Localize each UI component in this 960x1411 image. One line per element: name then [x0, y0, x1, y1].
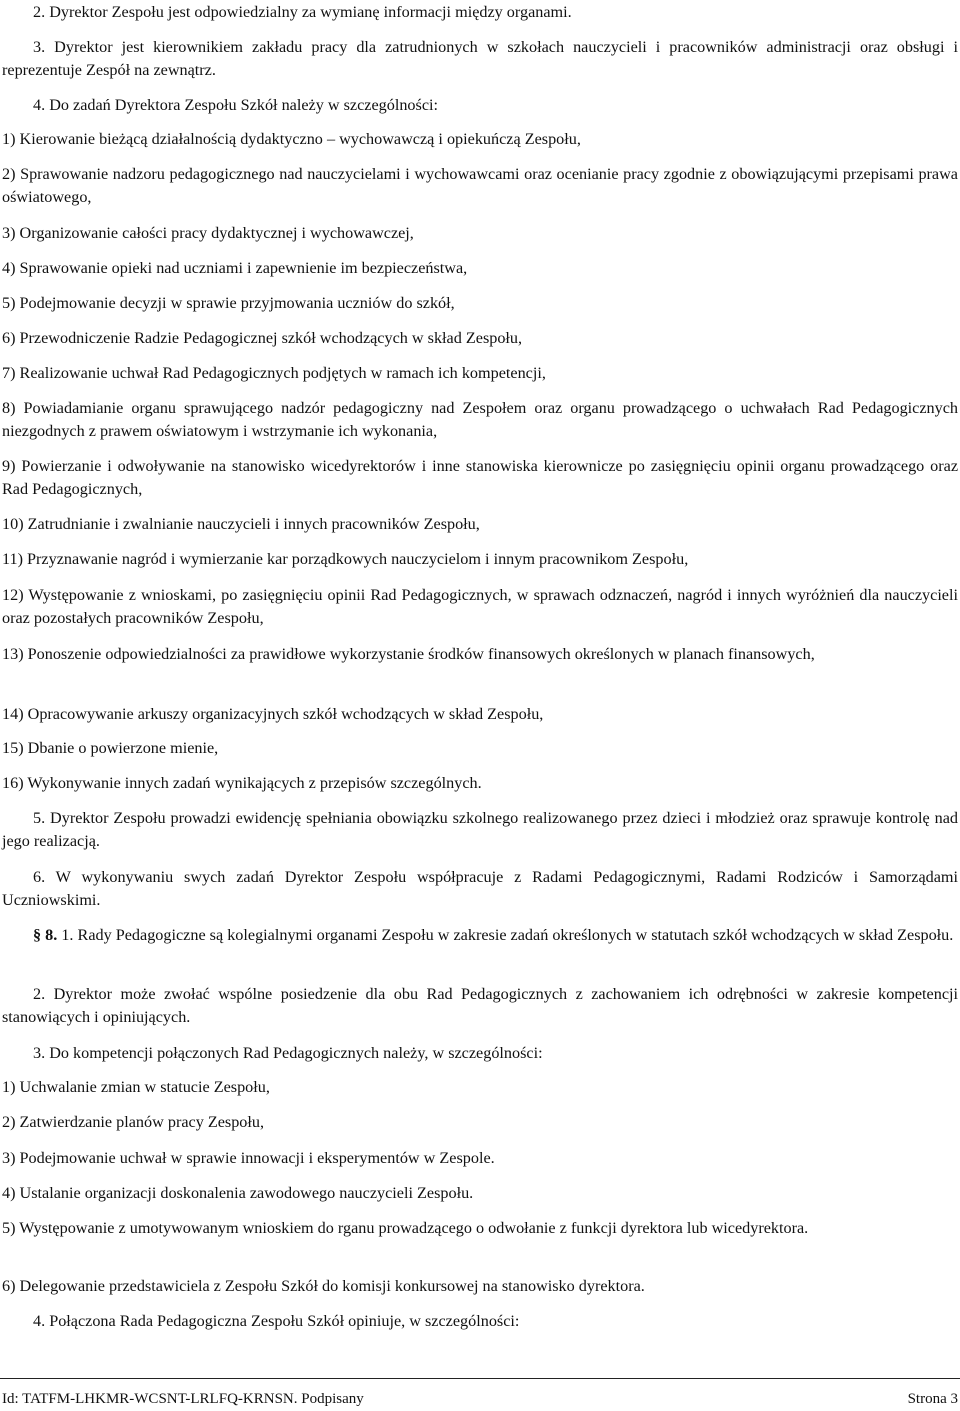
list-item: 7) Realizowanie uchwał Rad Pedagogicznych podjętych w ramach ich kompetencji, [2, 364, 546, 382]
section-8-paragraph-1 [2, 924, 958, 947]
section-8-paragraph-2: 2. Dyrektor może zwołać wspólne posiedzenie dla obu Rad Pedagogicznych z zachowaniem ich odrębności w zakresie kompetencji stanowiących i opiniujących. [2, 985, 958, 1026]
list-item: 5) Występowanie z umotywowanym wnioskiem do rganu prowadzącego o odwołanie z funkcji dyrektora lub wicedyrektora. [2, 1219, 809, 1237]
list-item: 5) Podejmowanie decyzji w sprawie przyjmowania uczniów do szkół, [2, 294, 455, 312]
list-item: 15) Dbanie o powierzone mienie, [2, 739, 219, 757]
list-item: 14) Opracowywanie arkuszy organizacyjnych szkół wchodzących w skład Zespołu, [2, 705, 544, 723]
paragraph-6: 6. W wykonywaniu swych zadań Dyrektor Zespołu współpracuje z Radami Pedagogicznymi, Radami Rodziców i Samorządami Uczniowskimi. [2, 868, 958, 909]
list-item: 3) Organizowanie całości pracy dydaktycznej i wychowawczej, [2, 224, 414, 242]
section-8-paragraph-3: 3. Do kompetencji połączonych Rad Pedagogicznych należy, w szczególności: [33, 1044, 543, 1062]
paragraph-2: 2. Dyrektor Zespołu jest odpowiedzialny za wymianę informacji między organami. [33, 3, 572, 21]
footer-divider [0, 1378, 960, 1379]
footer-document-id: Id: TATFM-LHKMR-WCSNT-LRLFQ-KRNSN. Podpisany [2, 1391, 364, 1407]
list-item: 11) Przyznawanie nagród i wymierzanie kar porządkowych nauczycielom i innym pracownikom Zespołu, [2, 550, 689, 568]
paragraph-3: 3. Dyrektor jest kierownikiem zakładu pracy dla zatrudnionych w szkołach nauczycieli i pracowników administracji oraz obsługi i reprezentuje Zespół na zewnątrz. [2, 38, 958, 79]
list-item: 1) Uchwalanie zmian w statucie Zespołu, [2, 1078, 270, 1096]
list-item: 16) Wykonywanie innych zadań wynikających z przepisów szczególnych. [2, 774, 482, 792]
list-item: 6) Przewodniczenie Radzie Pedagogicznej szkół wchodzących w skład Zespołu, [2, 329, 523, 347]
paragraph-5: 5. Dyrektor Zespołu prowadzi ewidencję spełniania obowiązku szkolnego realizowanego przez dzieci i młodzież oraz sprawuje kontrolę nad jego realizacją. [2, 809, 958, 850]
list-item: 4) Sprawowanie opieki nad uczniami i zapewnienie im bezpieczeństwa, [2, 259, 468, 277]
list-item: 12) Występowanie z wnioskami, po zasięgnięciu opinii Rad Pedagogicznych, w sprawach odznaczeń, nagród i innych wyróżnień dla nauczycieli oraz pozostałych pracowników Zespołu, [2, 586, 958, 627]
list-item: 1) Kierowanie bieżącą działalnością dydaktyczno – wychowawczą i opiekuńczą Zespołu, [2, 130, 581, 148]
list-item: 6) Delegowanie przedstawiciela z Zespołu Szkół do komisji konkursowej na stanowisko dyrektora. [2, 1277, 645, 1295]
paragraph-4: 4. Do zadań Dyrektora Zespołu Szkół należy w szczególności: [33, 96, 439, 114]
list-item: 9) Powierzanie i odwoływanie na stanowisko wicedyrektorów i inne stanowiska kierownicze po zasięgnięciu opinii organu prowadzącego oraz Rad Pedagogicznych, [2, 457, 958, 498]
section-8-paragraph-4: 4. Połączona Rada Pedagogiczna Zespołu Szkół opiniuje, w szczególności: [33, 1312, 520, 1330]
list-item: 4) Ustalanie organizacji doskonalenia zawodowego nauczycieli Zespołu. [2, 1184, 474, 1202]
list-item: 13) Ponoszenie odpowiedzialności za prawidłowe wykorzystanie środków finansowych określonych w planach finansowych, [2, 645, 815, 663]
list-item: 2) Sprawowanie nadzoru pedagogicznego nad nauczycielami i wychowawcami oraz ocenianie pracy zgodnie z obowiązującymi przepisami prawa oświatowego, [2, 165, 958, 206]
section-8-mark: § 8. [33, 926, 58, 944]
list-item: 2) Zatwierdzanie planów pracy Zespołu, [2, 1113, 265, 1131]
footer-page-number: Strona 3 [907, 1391, 958, 1407]
section-8-paragraph-1-text: 1. Rady Pedagogiczne są kolegialnymi organami Zespołu w zakresie zadań określonych w statutach szkół wchodzących w skład Zespołu. [57, 926, 954, 944]
list-item: 3) Podejmowanie uchwał w sprawie innowacji i eksperymentów w Zespole. [2, 1149, 495, 1167]
list-item: 10) Zatrudnianie i zwalnianie nauczycieli i innych pracowników Zespołu, [2, 515, 480, 533]
list-item: 8) Powiadamianie organu sprawującego nadzór pedagogiczny nad Zespołem oraz organu prowadzącego o uchwałach Rad Pedagogicznych niezgodnych z prawem oświatowym i wstrzymanie ich wykonania, [2, 399, 958, 440]
